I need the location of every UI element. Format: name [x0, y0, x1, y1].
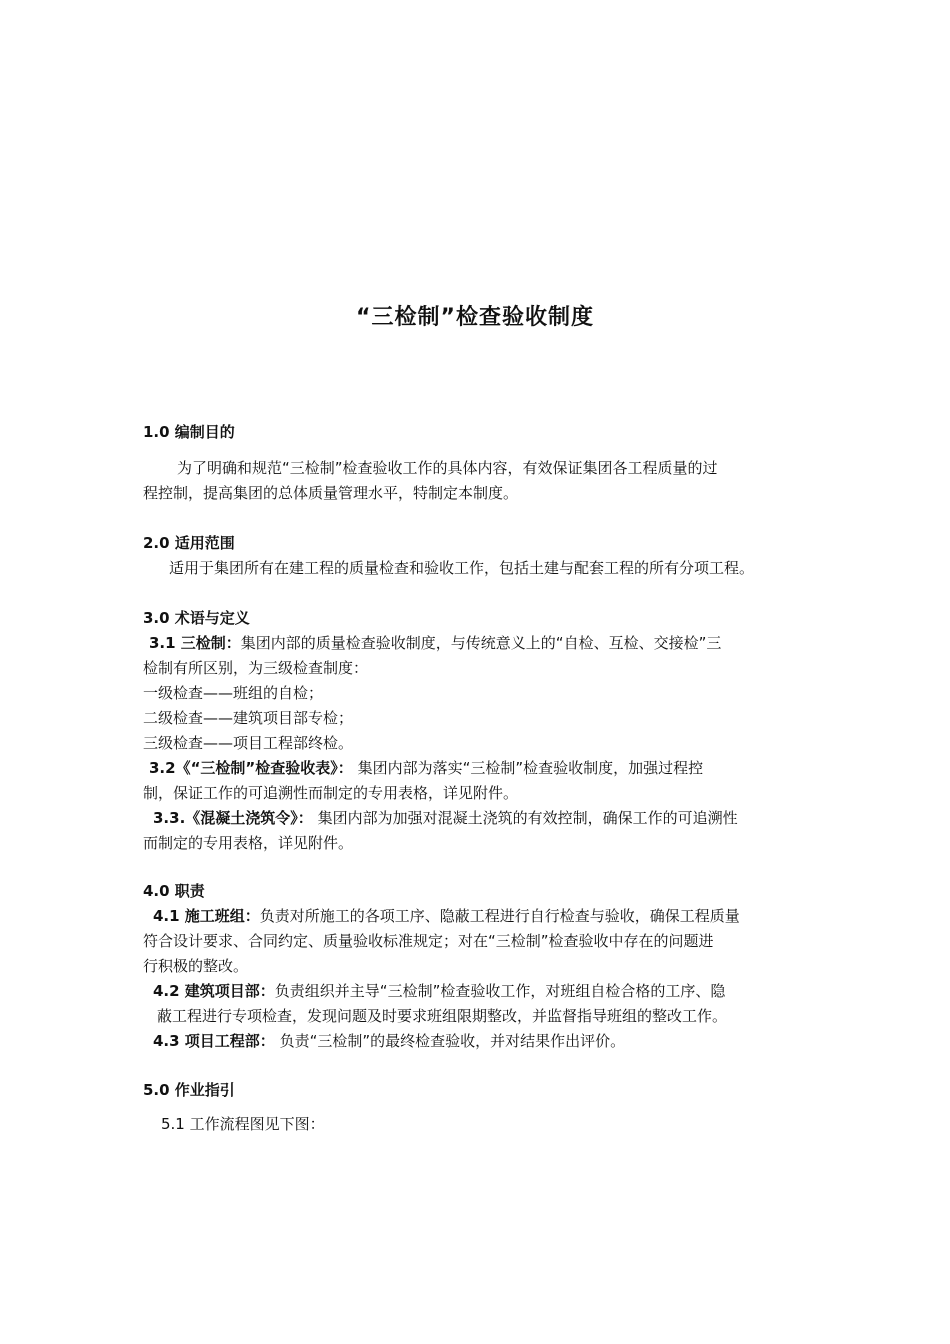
definition-item-3-1 [143, 631, 813, 656]
item-label: 4.2 建筑项目部： [153, 982, 275, 1000]
paragraph-line: 符合设计要求、合同约定、质量验收标准规定；对在“三检制”检查验收中存在的问题进 [143, 932, 714, 950]
paragraph-line: 而制定的专用表格，详见附件。 [143, 834, 354, 852]
section-heading: 1.0 编制目的 [143, 423, 235, 441]
section-purpose [143, 420, 813, 445]
section-heading: 5.0 作业指引 [143, 1081, 235, 1099]
item-text: 负责“三检制”的最终检查验收，并对结果作出评价。 [279, 1032, 626, 1050]
section-responsibilities [143, 879, 813, 1054]
document-title: “三检制”检查验收制度 [356, 305, 594, 330]
item-label: 4.1 施工班组： [153, 907, 260, 925]
level-two-check: 二级检查——建筑项目部专检； [143, 709, 354, 727]
item-label: 3.1 三检制： [149, 634, 241, 652]
paragraph-line: 检制有所区别，为三级检查制度： [143, 659, 369, 677]
section-purpose-body [143, 456, 813, 506]
section-heading: 4.0 职责 [143, 882, 205, 900]
item-text: 负责组织并主导“三检制”检查验收工作，对班组自检合格的工序、隐 [274, 982, 726, 1000]
section-guidance [143, 1078, 813, 1103]
item-label: 3.2《“三检制”检查验收表》： [149, 759, 353, 777]
responsibility-item-4-2 [143, 979, 813, 1004]
section-scope [143, 531, 813, 581]
section-definitions [143, 606, 813, 856]
paragraph-line: 程控制，提高集团的总体质量管理水平，特制定本制度。 [143, 484, 519, 502]
section-heading: 3.0 术语与定义 [143, 609, 250, 627]
paragraph-line: 蔽工程进行专项检查，发现问题及时要求班组限期整改，并监督指导班组的整改工作。 [157, 1007, 728, 1025]
definition-item-3-2 [143, 756, 813, 781]
workflow-note: 5.1 工作流程图见下图： [161, 1115, 325, 1133]
level-one-check: 一级检查——班组的自检； [143, 684, 324, 702]
item-text: 负责对所施工的各项工序、隐蔽工程进行自行检查与验收，确保工程质量 [259, 907, 740, 925]
item-text: 集团内部为落实“三检制”检查验收制度，加强过程控 [357, 759, 704, 777]
section-guidance-body [143, 1112, 813, 1137]
item-text: 集团内部为加强对混凝土浇筑的有效控制，确保工作的可追溯性 [317, 809, 738, 827]
responsibility-item-4-3 [143, 1029, 813, 1054]
level-three-check: 三级检查——项目工程部终检。 [143, 734, 354, 752]
item-text: 集团内部的质量检查验收制度，与传统意义上的“自检、互检、交接检”三 [240, 634, 722, 652]
paragraph-line: 制，保证工作的可追溯性而制定的专用表格，详见附件。 [143, 784, 519, 802]
section-heading: 2.0 适用范围 [143, 534, 235, 552]
item-label: 4.3 项目工程部： [153, 1032, 275, 1050]
paragraph-line: 适用于集团所有在建工程的质量检查和验收工作，包括土建与配套工程的所有分项工程。 [169, 559, 755, 577]
paragraph-line: 行积极的整改。 [143, 957, 249, 975]
responsibility-item-4-1 [143, 904, 813, 929]
paragraph-line: 为了明确和规范“三检制”检查验收工作的具体内容，有效保证集团各工程质量的过 [177, 459, 718, 477]
item-label: 3.3.《混凝土浇筑令》： [153, 809, 313, 827]
definition-item-3-3 [143, 806, 813, 831]
